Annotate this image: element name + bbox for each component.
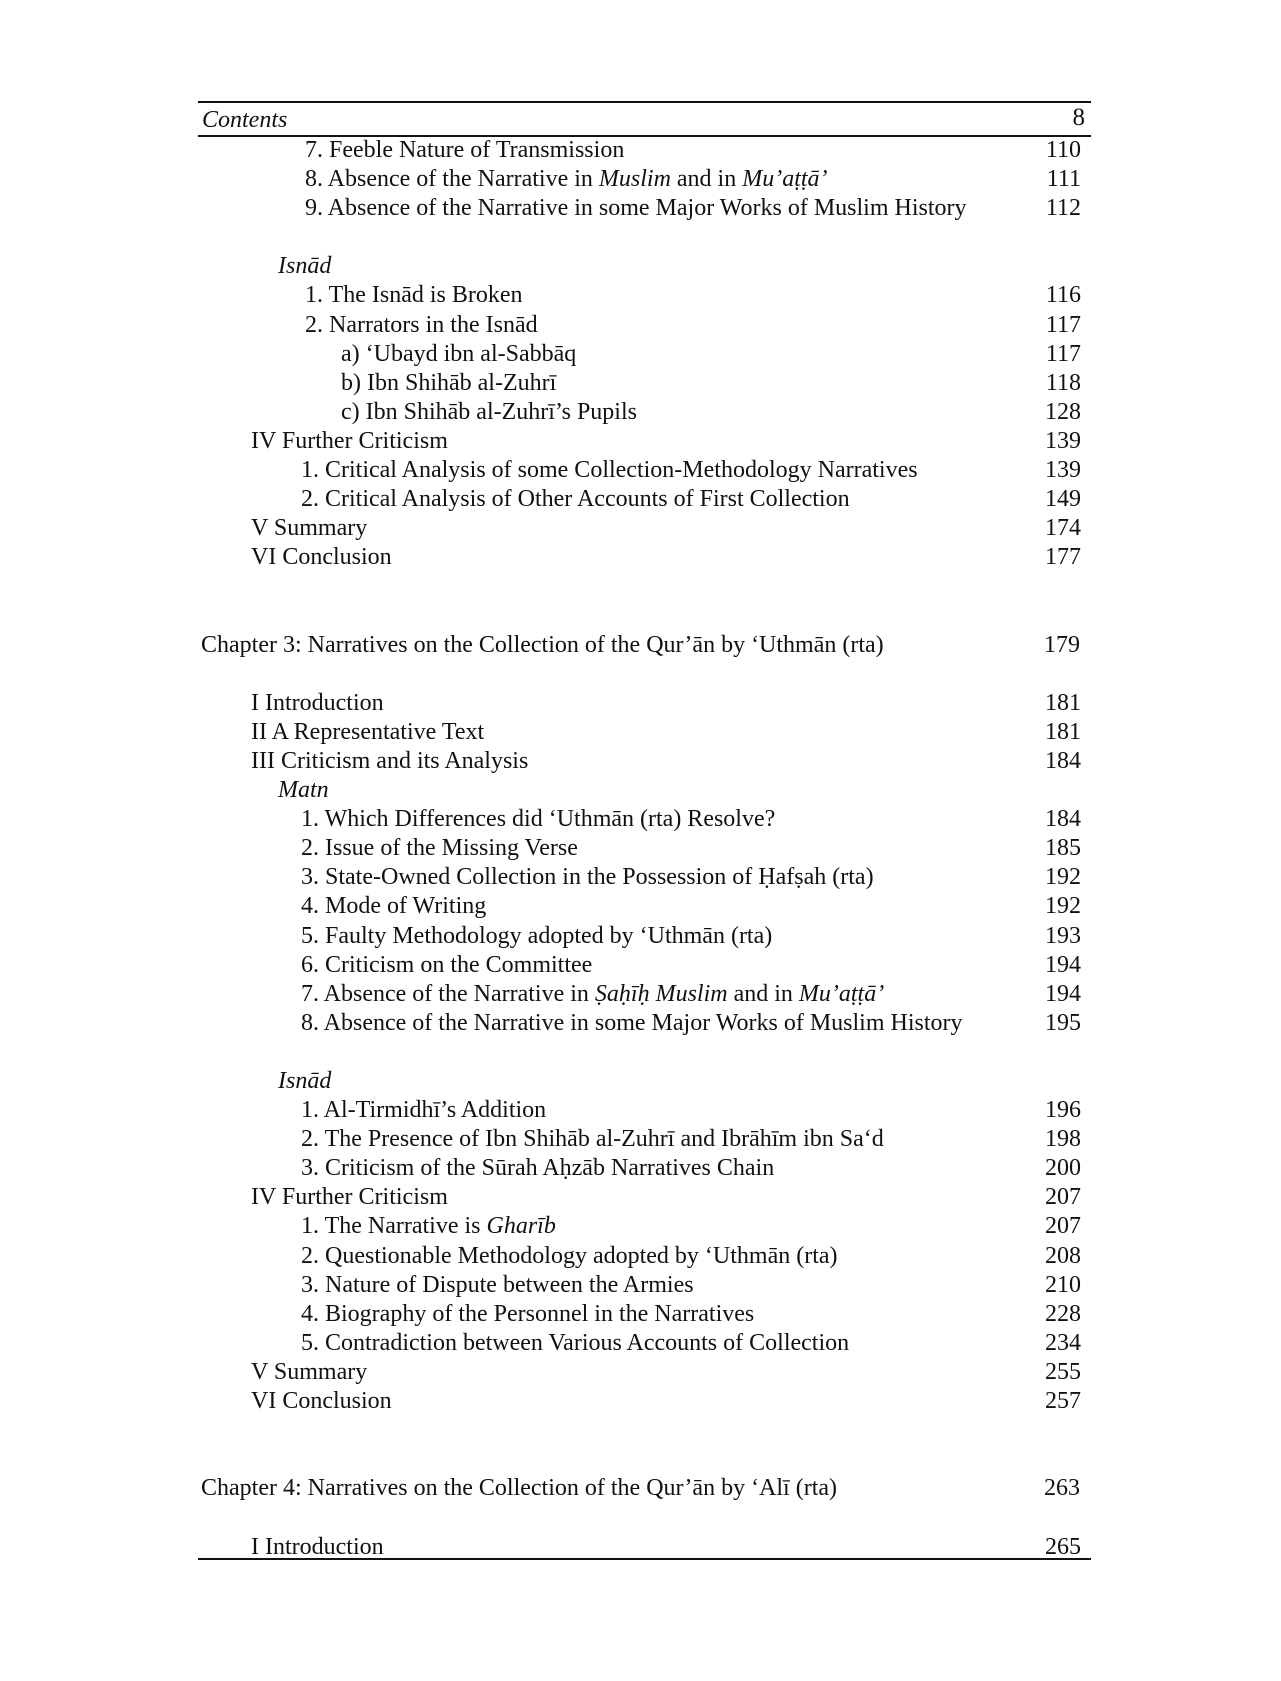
toc-entry-page: 117 — [1045, 311, 1081, 338]
toc-section-heading — [198, 1067, 1091, 1096]
toc-entry-label: 2. Issue of the Missing Verse — [301, 835, 578, 862]
toc-entry-page: 198 — [1045, 1126, 1081, 1153]
toc-entry — [198, 1125, 1091, 1154]
toc-entry-label: I Introduction — [251, 1533, 384, 1560]
toc-entry-label: 2. Narrators in the Isnād — [305, 311, 538, 338]
toc-chapter — [198, 1474, 1091, 1503]
toc-entry-page: 181 — [1045, 689, 1081, 716]
toc-entry-page: 207 — [1045, 1184, 1081, 1211]
toc-entry-page: 192 — [1045, 864, 1081, 891]
toc-entry-label: 3. Nature of Dispute between the Armies — [301, 1271, 694, 1298]
toc-entry-page: 110 — [1045, 137, 1081, 163]
toc-entry-label: V Summary — [251, 1358, 368, 1385]
toc-entry-label: 7. Feeble Nature of Transmission — [305, 137, 625, 163]
toc-entry-page: 228 — [1045, 1300, 1081, 1327]
toc-entry-page: 117 — [1045, 340, 1081, 367]
toc-entry-label: 7. Absence of the Narrative in Ṣaḥīḥ Muslim and in Mu’aṭṭā’ — [301, 980, 885, 1007]
toc-entry — [198, 980, 1091, 1009]
toc-entry-label: 1. The Narrative is Gharīb — [301, 1213, 556, 1240]
toc-entry — [198, 136, 1091, 165]
toc-entry-page: 181 — [1045, 718, 1081, 745]
toc-entry — [198, 514, 1091, 543]
toc-entry — [198, 1183, 1091, 1212]
toc-entry — [198, 369, 1091, 398]
toc-entry-page: 184 — [1045, 747, 1081, 774]
toc-entry-page: 196 — [1045, 1097, 1081, 1124]
toc-entry-label: Chapter 3: Narratives on the Collection of the Qur’ān by ‘Uthmān (rta) — [201, 631, 884, 658]
toc-entry — [198, 1154, 1091, 1183]
toc-entry-page: 263 — [1044, 1475, 1080, 1502]
toc-entry — [198, 543, 1091, 572]
toc-entry-label: 3. State-Owned Collection in the Possession of Ḥafṣah (rta) — [301, 864, 874, 891]
toc-entry-label: III Criticism and its Analysis — [251, 747, 529, 774]
toc-entry-label: 1. Critical Analysis of some Collection-Methodology Narratives — [301, 457, 918, 484]
toc-entry-label: I Introduction — [251, 689, 384, 716]
toc-entry-page: 257 — [1045, 1388, 1081, 1415]
toc-entry-page: 112 — [1045, 195, 1081, 222]
toc-entry-page: 118 — [1045, 369, 1081, 396]
toc-entry-label: 4. Biography of the Personnel in the Narratives — [301, 1300, 755, 1327]
toc-entry-page: 174 — [1045, 515, 1081, 542]
toc-entry-label: Chapter 4: Narratives on the Collection of the Qur’ān by ‘Alī (rta) — [201, 1475, 838, 1502]
toc-entry-page: 234 — [1045, 1329, 1081, 1356]
toc-entry-label: b) Ibn Shihāb al-Zuhrī — [341, 369, 557, 396]
toc-entry-page: 194 — [1045, 980, 1081, 1007]
toc-entry-label: 6. Criticism on the Committee — [301, 951, 593, 978]
toc-chapter — [198, 631, 1091, 660]
toc-entry — [198, 951, 1091, 980]
toc-entry — [198, 1009, 1091, 1038]
header-title: Contents — [202, 107, 288, 133]
toc-entry-page: 265 — [1045, 1533, 1081, 1560]
footer-rule — [198, 1558, 1091, 1560]
toc-entry — [198, 1212, 1091, 1241]
toc-entry-label: VI Conclusion — [251, 544, 392, 571]
toc-entry-page: 128 — [1045, 398, 1081, 425]
toc-entry-label: 5. Contradiction between Various Accounts of Collection — [301, 1329, 850, 1356]
toc-entry-label: II A Representative Text — [251, 718, 485, 745]
toc-entry-page: 195 — [1045, 1009, 1081, 1036]
toc-entry — [198, 398, 1091, 427]
toc-entry-page: 207 — [1045, 1213, 1081, 1240]
toc-entry-label: 5. Faulty Methodology adopted by ‘Uthmān (rta) — [301, 922, 773, 949]
toc-entry-label: a) ‘Ubayd ibn al-Sabbāq — [341, 340, 577, 367]
toc-entry — [198, 718, 1091, 747]
toc-entry-page: 194 — [1045, 951, 1081, 978]
toc-entry — [198, 165, 1091, 194]
toc-entry — [198, 281, 1091, 310]
toc-entry — [198, 194, 1091, 223]
toc-entry — [198, 834, 1091, 863]
toc-entry-page: 255 — [1045, 1358, 1081, 1385]
toc-entry-page: 139 — [1045, 457, 1081, 484]
toc-entry-page: 193 — [1045, 922, 1081, 949]
toc-entry-label: Matn — [278, 777, 329, 804]
toc-entry — [198, 863, 1091, 892]
toc-entry — [198, 427, 1091, 456]
toc-entry-page: 177 — [1045, 544, 1081, 571]
toc-entry — [198, 485, 1091, 514]
toc-entry-label: V Summary — [251, 515, 368, 542]
page-number: 8 — [1072, 104, 1085, 131]
toc-entry-page: 149 — [1045, 486, 1081, 513]
toc-entry — [198, 340, 1091, 369]
toc-entry-page: 179 — [1044, 631, 1080, 658]
toc-entry — [198, 1387, 1091, 1416]
toc-entry-page: 116 — [1045, 282, 1081, 309]
toc-section-heading — [198, 776, 1091, 805]
toc-entry — [198, 805, 1091, 834]
toc-entry-label: 8. Absence of the Narrative in some Major Works of Muslim History — [301, 1009, 963, 1036]
toc-entry — [198, 311, 1091, 340]
toc-entry — [198, 892, 1091, 921]
toc-entry — [198, 456, 1091, 485]
toc-section-heading — [198, 252, 1091, 281]
toc-entry-page: 185 — [1045, 835, 1081, 862]
toc-entry-page: 184 — [1045, 806, 1081, 833]
toc-entry-label: 2. The Presence of Ibn Shihāb al-Zuhrī and Ibrāhīm ibn Sa‘d — [301, 1126, 884, 1153]
toc-entry-page: 208 — [1045, 1242, 1081, 1269]
toc-entry — [198, 1271, 1091, 1300]
toc-entry-label: 1. Al-Tirmidhī’s Addition — [301, 1097, 547, 1124]
toc-entry — [198, 1329, 1091, 1358]
toc-entry-label: 2. Questionable Methodology adopted by ‘Uthmān (rta) — [301, 1242, 838, 1269]
toc-entry-label: VI Conclusion — [251, 1388, 392, 1415]
toc-entry-label: IV Further Criticism — [251, 427, 448, 454]
running-header — [198, 101, 1091, 137]
toc-entry-label: 3. Criticism of the Sūrah Aḥzāb Narratives Chain — [301, 1155, 775, 1182]
toc-entry-label: 1. Which Differences did ‘Uthmān (rta) Resolve? — [301, 806, 776, 833]
toc-entry-label: 8. Absence of the Narrative in Muslim and in Mu’aṭṭā’ — [305, 166, 828, 193]
toc-entry-label: Isnād — [278, 1068, 332, 1094]
toc-entry — [198, 1096, 1091, 1125]
toc-entry-label: c) Ibn Shihāb al-Zuhrī’s Pupils — [341, 398, 637, 425]
toc-entry-page: 200 — [1045, 1155, 1081, 1182]
toc-entry-label: 2. Critical Analysis of Other Accounts of First Collection — [301, 486, 850, 513]
toc-entry-page: 111 — [1046, 166, 1081, 193]
toc-entry-page: 139 — [1045, 427, 1081, 454]
toc-entry-label: 4. Mode of Writing — [301, 893, 487, 920]
toc-entry-page: 210 — [1045, 1271, 1081, 1298]
toc-entry — [198, 1358, 1091, 1387]
toc-entry — [198, 922, 1091, 951]
table-of-contents — [198, 136, 1091, 1562]
toc-entry — [198, 747, 1091, 776]
toc-entry-label: 9. Absence of the Narrative in some Major Works of Muslim History — [305, 195, 967, 222]
toc-entry — [198, 1300, 1091, 1329]
toc-entry-label: IV Further Criticism — [251, 1184, 448, 1211]
toc-entry — [198, 1242, 1091, 1271]
toc-entry-label: Isnād — [278, 253, 332, 280]
toc-entry-page: 192 — [1045, 893, 1081, 920]
toc-entry-label: 1. The Isnād is Broken — [305, 282, 523, 309]
toc-entry — [198, 689, 1091, 718]
